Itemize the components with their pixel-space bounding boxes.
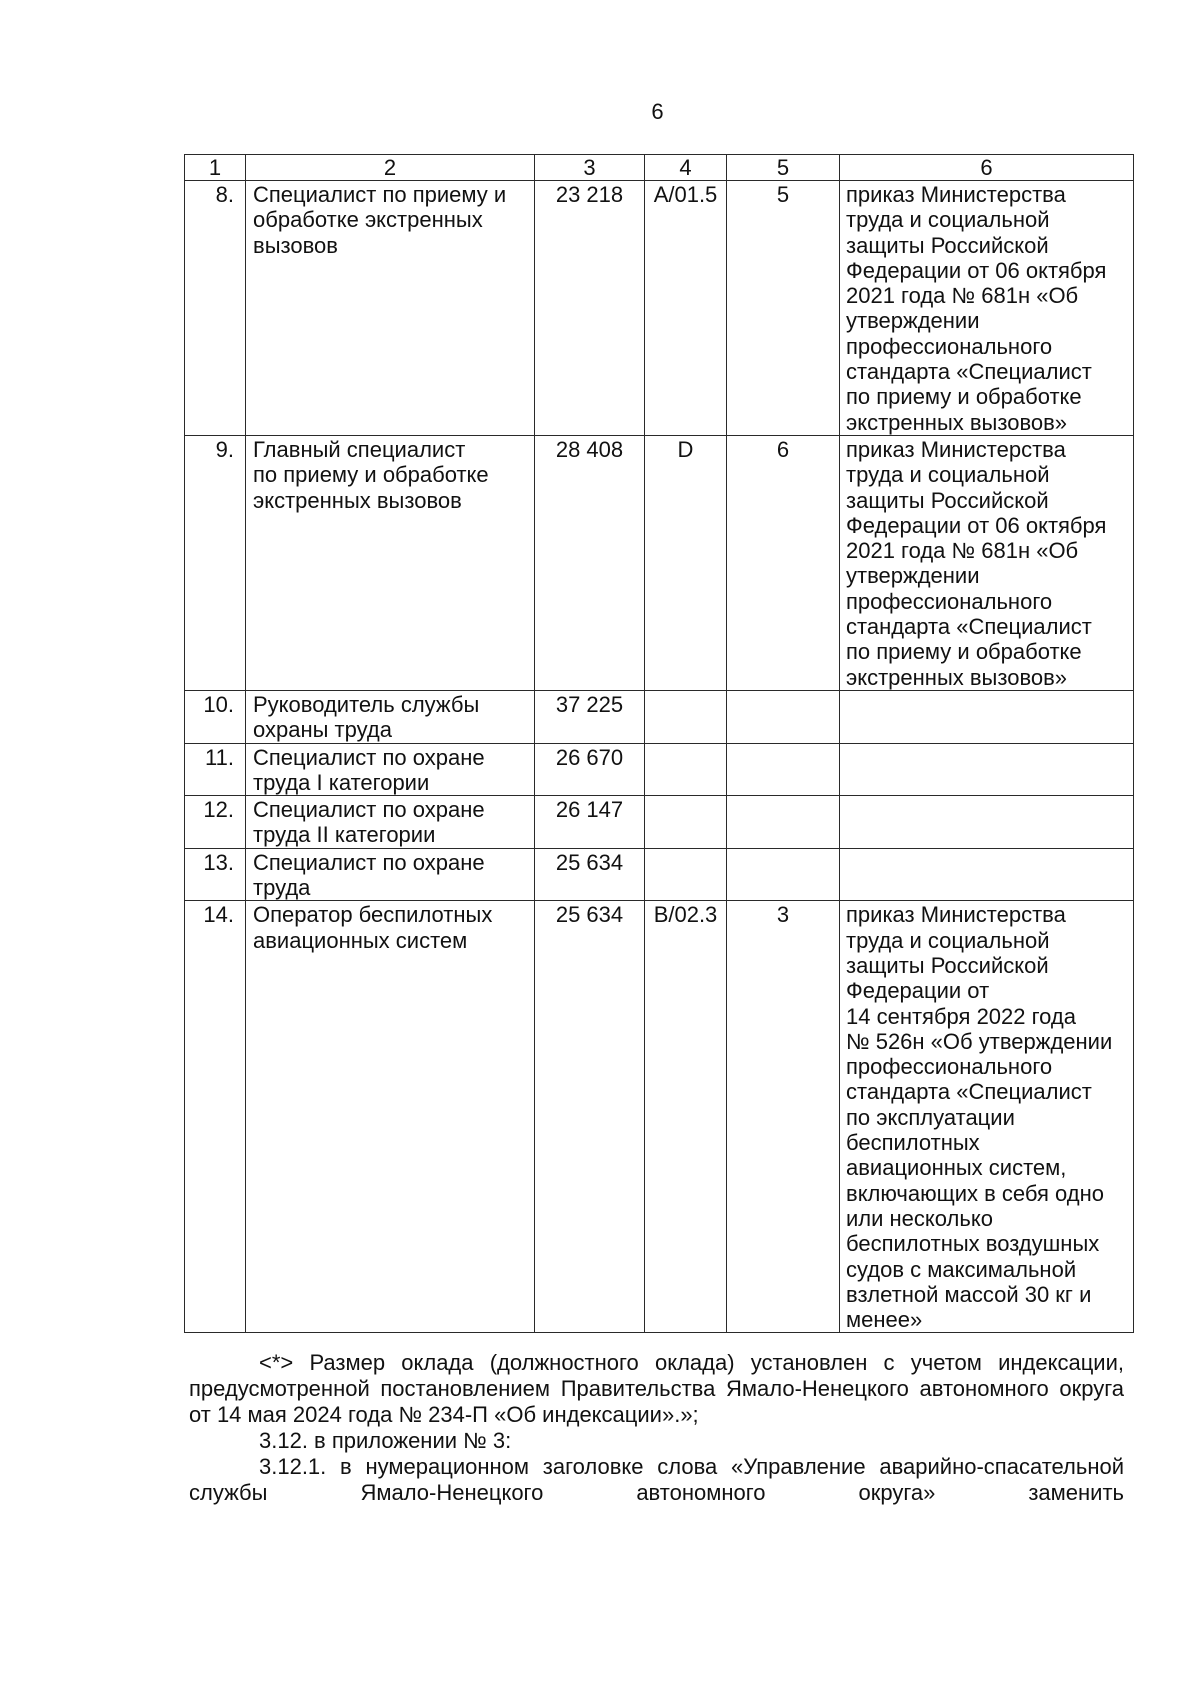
- row-number: [185, 796, 246, 849]
- code-cell: [645, 690, 727, 743]
- salary-cell: [535, 848, 645, 901]
- salary-cell: [535, 181, 645, 436]
- basis-cell: [840, 690, 1134, 743]
- level-cell: [727, 901, 840, 1333]
- basis-cell: [840, 435, 1134, 690]
- row-number: [185, 181, 246, 436]
- basis-text: [846, 796, 1130, 797]
- basis-cell: [840, 181, 1134, 436]
- code-text: A/01.5: [653, 182, 718, 207]
- level-text: [727, 796, 839, 797]
- salary-text: 25 634: [555, 902, 624, 928]
- paragraph-3-12-1: 3.12.1. в нумерационном заголовке слова «Управление аварийно-спасательной службы Ямало-Ненецкого автономного округа» заменить: [189, 1454, 1124, 1505]
- salary-cell: [535, 690, 645, 743]
- basis-text: приказ Министерства труда и социальной защиты Российской Федерации от 14 сентября 2022 года № 526н «Об утверждении профессионального стандарта «Специалист по эксплуатации беспилотных авиационных систем, включающих в себя одно или несколько беспилотных воздушных судов с максимальной взлетной массой 30 кг и менее»: [846, 902, 1113, 1333]
- level-text: [727, 691, 839, 692]
- salary-cell: [535, 796, 645, 849]
- basis-text: [846, 691, 1130, 692]
- position-cell: [246, 796, 535, 849]
- table-row: [185, 848, 1134, 901]
- position-cell: [246, 901, 535, 1333]
- row-number-text: 13.: [203, 849, 234, 875]
- table-row: [185, 743, 1134, 796]
- footnote-note: <*> Размер оклада (должностного оклада) установлен с учетом индексации, предусмотренной постановлением Правительства Ямало-Ненецкого автономного округа от 14 мая 2024 года № 234-П «Об индексации».»;: [189, 1350, 1124, 1427]
- salary-cell: [535, 435, 645, 690]
- table-row: [185, 901, 1134, 1333]
- position-text: Специалист по охране труда II категории: [253, 797, 485, 848]
- basis-cell: [840, 743, 1134, 796]
- position-text: Главный специалист по приему и обработке экстренных вызовов: [253, 436, 489, 513]
- level-cell: [727, 848, 840, 901]
- row-number: [185, 690, 246, 743]
- position-cell: [246, 435, 535, 690]
- salary-text: 28 408: [555, 436, 624, 462]
- row-number-text: 14.: [203, 902, 234, 928]
- level-cell: [727, 181, 840, 436]
- table-row: [185, 796, 1134, 849]
- salary-cell: [535, 743, 645, 796]
- row-number-text: 11.: [205, 744, 234, 770]
- position-text: Специалист по охране труда I категории: [253, 744, 485, 795]
- row-number-text: 9.: [215, 436, 234, 462]
- code-cell: [645, 181, 727, 436]
- level-cell: [727, 796, 840, 849]
- level-cell: [727, 743, 840, 796]
- level-text: 5: [776, 182, 790, 207]
- position-text: Специалист по приему и обработке экстренных вызовов: [253, 182, 507, 258]
- basis-cell: [840, 796, 1134, 849]
- code-text: [645, 744, 726, 745]
- footnote-block: [189, 1350, 1124, 1506]
- row-number: [185, 435, 246, 690]
- basis-text: приказ Министерства труда и социальной защиты Российской Федерации от 06 октября 2021 года № 681н «Об утверждении профессионального стандарта «Специалист по приему и обработке экстренных вызовов»: [846, 436, 1107, 690]
- basis-text: [846, 744, 1130, 745]
- table-row: [185, 690, 1134, 743]
- row-number-text: 8.: [215, 182, 234, 207]
- table-row: [185, 181, 1134, 436]
- row-number: [185, 901, 246, 1333]
- row-number-text: 12.: [203, 797, 234, 823]
- code-text: B/02.3: [653, 902, 718, 928]
- position-cell: [246, 743, 535, 796]
- position-cell: [246, 690, 535, 743]
- level-text: [727, 849, 839, 850]
- salary-text: 23 218: [555, 182, 624, 207]
- salary-cell: [535, 901, 645, 1333]
- code-text: D: [677, 436, 694, 462]
- header-cell: 3: [535, 155, 645, 181]
- row-number-text: 10.: [203, 691, 234, 717]
- basis-text: приказ Министерства труда и социальной защиты Российской Федерации от 06 октября 2021 года № 681н «Об утверждении профессионального стандарта «Специалист по приему и обработке экстренных вызовов»: [846, 182, 1107, 435]
- code-text: [645, 796, 726, 797]
- code-cell: [645, 848, 727, 901]
- page-number: 6: [651, 99, 664, 124]
- level-cell: [727, 435, 840, 690]
- table-header-row: [185, 155, 1134, 181]
- code-text: [645, 849, 726, 850]
- salary-text: 26 670: [555, 744, 624, 770]
- level-text: 6: [776, 436, 790, 462]
- table-row: [185, 435, 1134, 690]
- position-text: Оператор беспилотных авиационных систем: [253, 902, 493, 953]
- header-cell: 1: [185, 155, 246, 181]
- salary-text: 26 147: [555, 797, 624, 823]
- position-text: Специалист по охране труда: [253, 849, 485, 901]
- row-number: [185, 848, 246, 901]
- row-number: [185, 743, 246, 796]
- position-text: Руководитель службы охраны труда: [253, 691, 480, 743]
- basis-cell: [840, 901, 1134, 1333]
- basis-text: [846, 849, 1130, 850]
- salary-text: 37 225: [555, 691, 624, 717]
- level-cell: [727, 690, 840, 743]
- position-cell: [246, 181, 535, 436]
- paragraph-3-12: 3.12. в приложении № 3:: [259, 1428, 512, 1453]
- code-cell: [645, 796, 727, 849]
- basis-cell: [840, 848, 1134, 901]
- header-cell: 6: [840, 155, 1134, 181]
- code-text: [645, 691, 726, 692]
- header-cell: 5: [727, 155, 840, 181]
- salary-text: 25 634: [555, 849, 624, 875]
- header-cell: 4: [645, 155, 727, 181]
- code-cell: [645, 901, 727, 1333]
- position-cell: [246, 848, 535, 901]
- code-cell: [645, 743, 727, 796]
- level-text: 3: [776, 902, 790, 928]
- staff-table: [184, 154, 1134, 1333]
- code-cell: [645, 435, 727, 690]
- level-text: [727, 744, 839, 745]
- header-cell: 2: [246, 155, 535, 181]
